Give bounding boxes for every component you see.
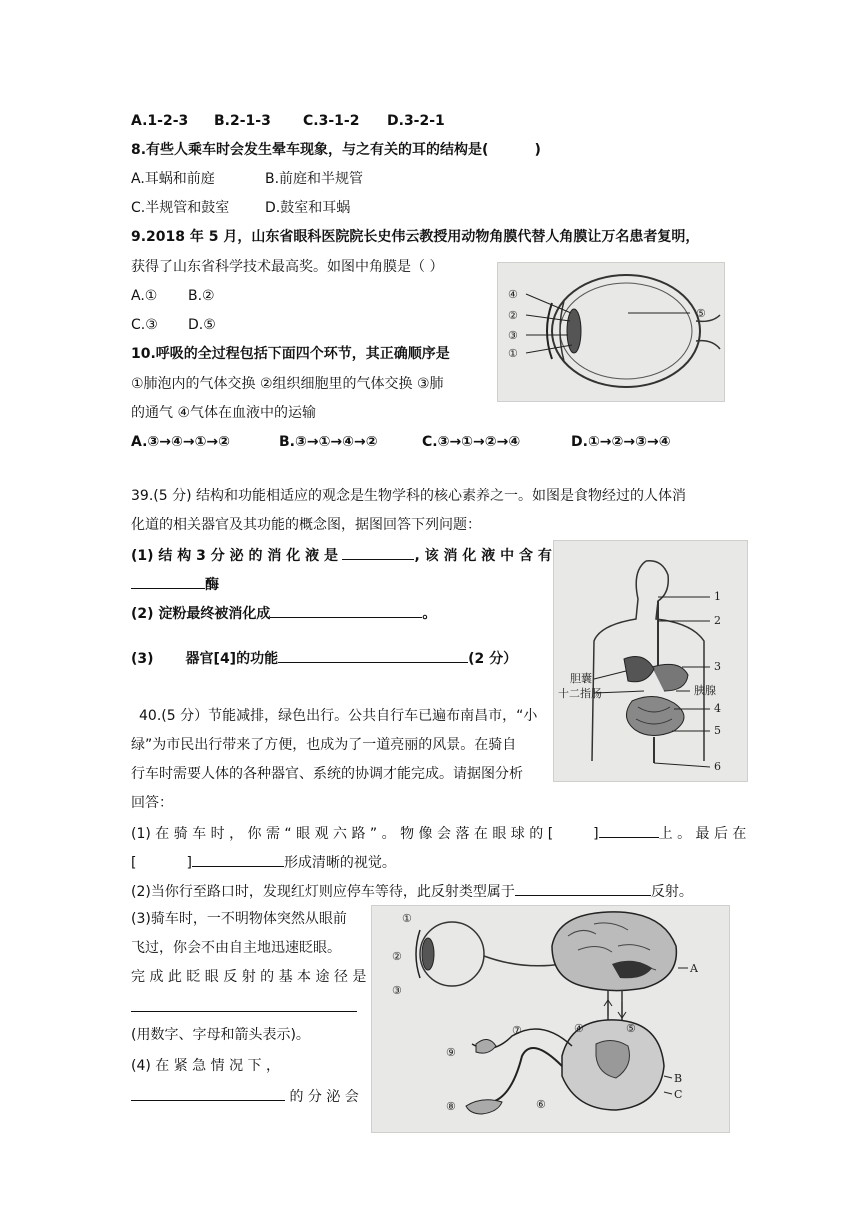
digestive-label-3: 3 — [714, 660, 721, 673]
q8-option-a: A.耳蜗和前庭 — [131, 171, 215, 187]
q10-option-a: A.③→④→①→② — [131, 434, 231, 450]
q39-blank-4[interactable] — [278, 648, 468, 663]
q8-option-b: B.前庭和半规管 — [265, 171, 364, 187]
reflex-label-2: ② — [392, 950, 402, 963]
digestive-label-gallbladder: 胆囊 — [570, 672, 592, 685]
q40-sub2-end: 反射。 — [650, 884, 693, 900]
q39-sub3-num: (3) — [131, 651, 154, 667]
q40-line2: 绿”为市民出行带来了方便，也成为了一道亮丽的风景。在骑自 — [131, 737, 517, 753]
q7-option-c: C.3-1-2 — [303, 113, 360, 129]
q10-option-d: D.①→②→③→④ — [571, 434, 671, 450]
q40-sub1 — [131, 823, 746, 843]
q39-sub1-cont — [131, 574, 219, 594]
digestive-label-1: 1 — [714, 590, 721, 603]
digestive-label-4: 4 — [714, 702, 721, 715]
q9-line1: 9.2018 年 5 月，山东省眼科医院院长史伟云教授用动物角膜代替人角膜让万名患者复明， — [131, 229, 700, 245]
q40-line4: 回答： — [131, 795, 173, 811]
q39-sub1-text-c: 酶 — [205, 577, 219, 593]
q40-sub4-text: 的 分 泌 会 — [289, 1089, 359, 1105]
q7-option-b: B.2-1-3 — [214, 113, 271, 129]
q7-option-a: A.1-2-3 — [131, 113, 189, 129]
eye-label-5: ⑤ — [696, 307, 706, 320]
digestive-label-6: 6 — [714, 760, 721, 773]
q39-sub2-end: 。 — [422, 606, 437, 622]
q10-line3: 的通气 ④气体在血液中的运输 — [131, 405, 317, 421]
q39-line1: 39.(5 分) 结构和功能相适应的观念是生物学科的核心素养之一。如图是食物经过的人体消 — [131, 488, 686, 504]
reflex-label-B: B — [674, 1072, 683, 1085]
q40-blank-5[interactable] — [131, 1086, 285, 1101]
eye-label-4: ④ — [508, 288, 518, 301]
q40-line1: 40.(5 分）节能减排，绿色出行。公共自行车已遍布南昌市，“小 — [139, 708, 538, 724]
digestive-label-duodenum: 十二指肠 — [558, 687, 602, 700]
q40-blank-1[interactable] — [599, 823, 659, 838]
q40-sub3-line3: 完 成 此 眨 眼 反 射 的 基 本 途 径 是 — [131, 969, 367, 985]
eye-diagram — [497, 262, 725, 402]
digestive-label-5: 5 — [714, 724, 721, 737]
q39-blank-1[interactable] — [342, 545, 414, 560]
q39-sub2-text: (2) 淀粉最终被消化成 — [131, 606, 271, 622]
q8-close-paren: ) — [534, 142, 541, 158]
q8-option-c: C.半规管和鼓室 — [131, 200, 230, 216]
q9-option-c: C.③ — [131, 317, 158, 333]
q39-sub3 — [131, 648, 517, 668]
reflex-label-7: ⑦ — [512, 1024, 522, 1037]
q40-sub1-bracket-close-2: ] — [186, 855, 192, 871]
q40-sub1-text-f: 形成清晰的视觉。 — [283, 855, 396, 871]
q9-option-d: D.⑤ — [188, 317, 216, 333]
reflex-label-6: ⑥ — [536, 1098, 546, 1111]
digestive-system-diagram — [553, 540, 748, 782]
eye-label-1: ① — [508, 347, 518, 360]
q40-sub1-cont — [131, 852, 396, 872]
digestive-label-pancreas: 胰腺 — [694, 684, 716, 697]
q39-sub3-text: 器官[4]的功能 — [185, 651, 279, 667]
nervous-system-diagram — [371, 905, 730, 1133]
q7-option-d: D.3-2-1 — [387, 113, 445, 129]
reflex-label-5: ⑤ — [626, 1022, 636, 1035]
eye-label-3: ③ — [508, 329, 518, 342]
reflex-label-4: ④ — [574, 1022, 584, 1035]
q40-line3: 行车时需要人体的各种器官、系统的协调才能完成。请据图分析 — [131, 766, 523, 782]
reflex-label-3: ③ — [392, 984, 402, 997]
reflex-label-9: ⑨ — [446, 1046, 456, 1059]
q40-sub2-text: (2)当你行至路口时，发现红灯则应停车等待，此反射类型属于 — [131, 884, 515, 900]
q9-line2: 获得了山东省科学技术最高奖。如图中角膜是（ ） — [131, 259, 444, 275]
q10-option-c: C.③→①→②→④ — [422, 434, 521, 450]
q40-sub1-bracket-close: ] — [593, 826, 599, 842]
q10-line1: 10.呼吸的全过程包括下面四个环节，其正确顺序是 — [131, 346, 450, 362]
q40-sub3-line5: (用数字、字母和箭头表示)。 — [131, 1027, 310, 1043]
q40-sub3-blank-line — [131, 997, 357, 1017]
q39-sub1-text-b: , 该 消 化 液 中 含 有 — [414, 548, 552, 564]
q10-option-b: B.③→①→④→② — [279, 434, 378, 450]
q40-blank-4[interactable] — [131, 997, 357, 1012]
q8-stem-text: 8.有些人乘车时会发生晕车现象，与之有关的耳的结构是( — [131, 142, 489, 158]
q40-sub2 — [131, 881, 693, 901]
q40-blank-3[interactable] — [515, 881, 651, 896]
q40-blank-2[interactable] — [192, 852, 284, 867]
q40-sub3-line1: (3)骑车时，一不明物体突然从眼前 — [131, 911, 347, 927]
reflex-label-8: ⑧ — [446, 1100, 456, 1113]
q39-sub1-text-a: (1) 结 构 3 分 泌 的 消 化 液 是 — [131, 548, 339, 564]
q8-stem — [131, 141, 541, 159]
digestive-label-2: 2 — [714, 614, 721, 627]
q8-option-d: D.鼓室和耳蜗 — [265, 200, 351, 216]
q40-sub1-bracket-open: [ — [131, 855, 137, 871]
q39-blank-2[interactable] — [131, 574, 205, 589]
q9-option-a: A.① — [131, 288, 158, 304]
q10-line2: ①肺泡内的气体交换 ②组织细胞里的气体交换 ③肺 — [131, 376, 444, 392]
q40-sub4-line1: (4) 在 紧 急 情 况 下 ， — [131, 1058, 280, 1074]
reflex-label-1: ① — [402, 912, 412, 925]
reflex-label-A: A — [690, 962, 698, 975]
eye-label-2: ② — [508, 309, 518, 322]
q9-option-b: B.② — [188, 288, 215, 304]
q39-sub2 — [131, 603, 436, 623]
q40-sub4-line2 — [131, 1086, 359, 1106]
q40-sub1-text-a: (1) 在 骑 车 时 ， 你 需 “ 眼 观 六 路 ” 。 物 像 会 落 在 眼 球 的 [ — [131, 826, 554, 842]
q40-sub3-line2: 飞过，你会不由自主地迅速眨眼。 — [131, 940, 341, 956]
q39-sub3-score: (2 分） — [468, 651, 518, 667]
q39-blank-3[interactable] — [270, 603, 422, 618]
q39-sub1 — [131, 545, 552, 565]
reflex-label-C: C — [674, 1088, 683, 1101]
q40-sub1-text-c: 上 。 最 后 在 — [658, 826, 747, 842]
q39-line2: 化道的相关器官及其功能的概念图，据图回答下列问题： — [131, 517, 481, 533]
